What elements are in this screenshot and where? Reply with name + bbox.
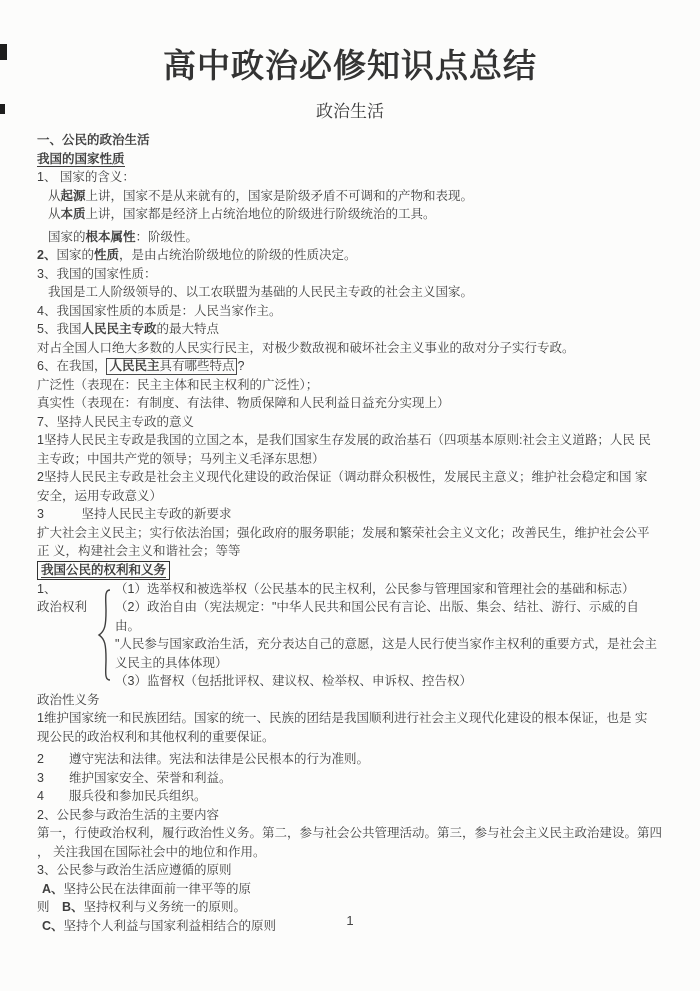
text-segment: ：阶级性。: [135, 229, 199, 244]
text-segment: B、: [62, 900, 84, 914]
text-segment: 上讲，国家不是从来就有的，国家是阶级矛盾不可调和的产物和表现。: [85, 188, 474, 203]
text-line: [37, 265, 663, 284]
text-segment: 2 遵守宪法和法律。宪法和法律是公民根本的行为准则。: [37, 752, 369, 766]
text-segment: ?: [237, 359, 245, 373]
text-line: （1）选举权和被选举权（公民基本的民主权利，公民参与管理国家和管理社会的基础和标志）: [115, 581, 635, 596]
text-segment: 起源: [60, 188, 86, 203]
text-segment: 坚持权利与义务统一的原则。: [83, 900, 247, 914]
text-segment: 性质: [93, 248, 119, 262]
boxed-text: [37, 561, 170, 580]
boxed-text: [106, 358, 237, 375]
text-segment: 人民民主专政: [81, 322, 157, 336]
text-segment: C、: [42, 918, 64, 933]
text-segment: 具有哪些特点: [159, 359, 235, 373]
text-line: [37, 302, 663, 321]
text-segment: 国家的: [56, 248, 94, 262]
text-line: （3）监督权（包括批评权、建议权、检举权、申诉权、控告权）: [115, 674, 472, 688]
scan-artifact: [0, 44, 7, 60]
text-line: [37, 728, 663, 747]
text-segment: 我国公民的权利和义务: [41, 562, 167, 577]
curly-brace-icon: [97, 589, 113, 681]
topic-heading: [37, 150, 663, 169]
text-line: [37, 769, 663, 788]
text-line: [37, 168, 663, 187]
text-line: [37, 843, 663, 862]
text-segment: 1坚持人民民主专政是我国的立国之本，是我们国家生存发展的政治基石（四项基本原则:社会主义道路；人民 民: [37, 433, 651, 447]
brace-label-line: 政治权利: [37, 600, 88, 614]
text-line: [37, 880, 663, 899]
text-line: [37, 487, 663, 506]
text-segment: 坚持公民在法律面前一律平等的原: [63, 881, 252, 896]
text-segment: 本质: [60, 207, 86, 221]
text-line: [37, 394, 663, 413]
text-segment: 6、在我国，: [37, 359, 107, 373]
text-segment: 的最大特点: [156, 322, 219, 336]
text-segment: 上讲，国家都是经济上占统治地位的阶级进行阶级统治的工具。: [85, 207, 436, 221]
text-segment: 4、我国国家性质的本质是：人民当家作主。: [37, 303, 282, 318]
text-line: [37, 339, 663, 358]
text-segment: 人民民主: [109, 359, 160, 373]
text-segment: ，是由占统治阶级地位的阶级的性质决定。: [118, 248, 357, 262]
section-heading: [37, 131, 663, 150]
brace-label-line: 1、: [37, 581, 57, 596]
text-segment: 3 坚持人民民主专政的新要求: [37, 507, 232, 521]
text-segment: 根本属性: [85, 229, 136, 244]
text-line: [37, 824, 663, 843]
text-line: [37, 750, 663, 769]
brace-label: [37, 580, 97, 691]
text-line: [37, 431, 663, 450]
text-segment: 一、公民的政治生活: [37, 133, 150, 147]
text-segment: 正 义，构建社会主义和谐社会；等等: [37, 544, 241, 558]
text-segment: 真实性（表现在：有制度、有法律、物质保障和人民利益日益充分实现上）: [37, 396, 450, 410]
text-segment: ， 关注我国在国际社会中的地位和作用。: [37, 844, 266, 859]
text-line: [37, 187, 663, 206]
text-line: [37, 283, 663, 302]
text-segment: 对占全国人口绝大多数的人民实行民主，对极少数敌视和破坏社会主义事业的敌对分子实行专政。: [37, 340, 575, 355]
text-segment: 则: [37, 900, 63, 914]
document-body: [37, 131, 663, 935]
page-subtitle: 政治生活: [316, 102, 384, 121]
curly-brace: [97, 580, 115, 691]
text-segment: 2、公民参与政治生活的主要内容: [37, 807, 219, 822]
text-line: [37, 205, 663, 224]
text-segment: 4 服兵役和参加民兵组织。: [37, 789, 207, 803]
text-line: [37, 320, 663, 339]
text-segment: 从: [48, 207, 61, 221]
text-segment: 1维护国家统一和民族团结。国家的统一、民族的团结是我国顺利进行社会主义现代化建设的根本保证，也是 实: [37, 711, 648, 725]
text-segment: 从: [48, 188, 61, 203]
text-segment: 2坚持人民民主专政是社会主义现代化建设的政治保证（调动群众积极性，发展民主意义；维护社会稳定和国 家: [37, 470, 648, 484]
rights-brace-block: [37, 580, 663, 691]
text-line: [37, 691, 663, 710]
text-line: [37, 505, 663, 524]
text-line: [37, 542, 663, 561]
text-line: [37, 709, 663, 728]
text-segment: 3、我国的国家性质：: [37, 266, 157, 281]
topic-heading-boxed: [37, 561, 663, 580]
text-line: [37, 787, 663, 806]
text-segment: 国家的: [48, 229, 86, 244]
text-line: [37, 228, 663, 247]
text-segment: 3 维护国家安全、荣誉和利益。: [37, 770, 232, 785]
text-line: [37, 468, 663, 487]
text-line: "人民参与国家政治生活，充分表达自己的意愿，这是人民行使当家作主权利的重要方式，是社会主: [115, 637, 657, 651]
brace-content: [115, 580, 663, 691]
text-line: [37, 246, 663, 265]
text-segment: 政治性义务: [37, 692, 100, 707]
text-line: [37, 450, 663, 469]
page-title: 高中政治必修知识点总结: [163, 47, 537, 84]
page-number: 1: [346, 913, 354, 928]
text-segment: 第一，行使政治权利，履行政治性义务。第二，参与社会公共管理活动。第三，参与社会主义民主政治建设。第四: [37, 826, 663, 840]
text-line: [37, 413, 663, 432]
text-line: [37, 524, 663, 543]
text-segment: 现公民的政治权利和其他权利的重要保证。: [37, 729, 275, 744]
text-line: 义民主的具体体现）: [115, 655, 228, 670]
text-segment: 1、 国家的含义：: [37, 170, 135, 184]
text-segment: 我国的国家性质: [37, 151, 125, 166]
text-segment: 我国是工人阶级领导的、以工农联盟为基础的人民民主专政的社会主义国家。: [48, 285, 474, 299]
text-segment: 安全，运用专政意义）: [37, 488, 163, 503]
text-segment: 3、公民参与政治生活应遵循的原则: [37, 863, 232, 877]
scan-artifact: [0, 104, 5, 114]
text-segment: 主专政；中国共产党的领导；马列主义毛泽东思想）: [37, 451, 325, 466]
text-line: [37, 376, 663, 395]
text-segment: 广泛性（表现在：民主主体和民主权利的广泛性）；: [37, 377, 319, 392]
text-segment: 5、我国: [37, 322, 82, 336]
text-line: （2）政治自由（宪法规定："中华人民共和国公民有言论、出版、集会、结社、游行、示威的自由。: [115, 600, 639, 633]
text-segment: 2、: [37, 248, 57, 262]
text-segment: A、: [42, 881, 64, 896]
boxed-question-line: [37, 357, 663, 376]
text-segment: 扩大社会主义民主；实行依法治国；强化政府的服务职能；发展和繁荣社会主义文化；改善民生，维护社会公平: [37, 525, 650, 540]
text-segment: 坚持个人利益与国家利益相结合的原则: [63, 918, 277, 933]
text-segment: 7、坚持人民民主专政的意义: [37, 414, 194, 429]
text-line: [37, 806, 663, 825]
text-line: [37, 861, 663, 880]
